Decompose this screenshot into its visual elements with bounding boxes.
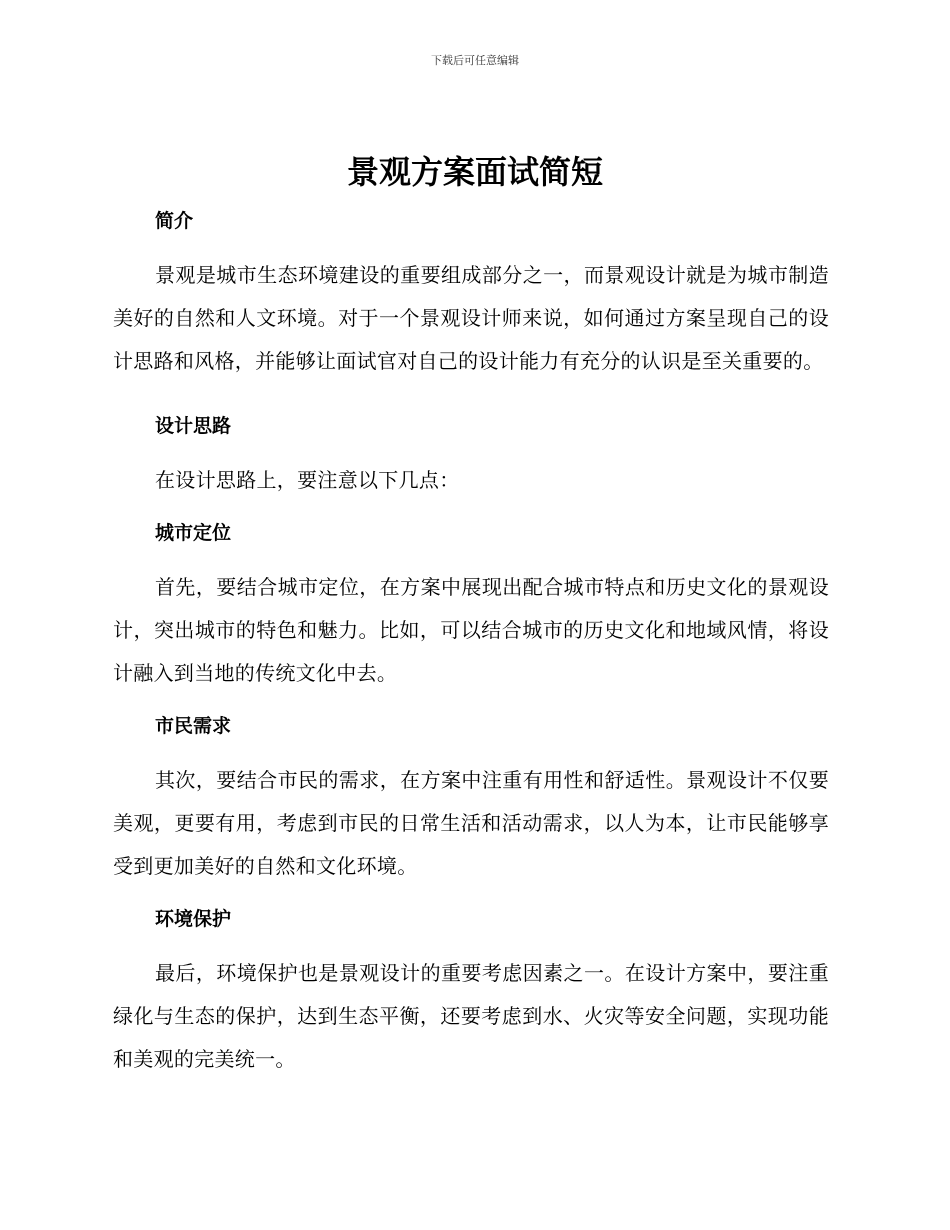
section-city-positioning <box>113 512 829 695</box>
section-heading: 简介 <box>155 210 194 232</box>
section-heading: 环境保护 <box>155 908 232 930</box>
document-title: 景观方案面试简短 <box>346 153 603 191</box>
section-heading: 城市定位 <box>155 522 232 544</box>
section-environmental-protection <box>113 898 829 1081</box>
section-paragraph: 首先，要结合城市定位，在方案中展现出配合城市特点和历史文化的景观设计，突出城市的特色和魅力。比如，可以结合城市的历史文化和地域风情，将设计融入到当地的传统文化中去。 <box>113 575 829 685</box>
section-paragraph: 在设计思路上，要注意以下几点： <box>155 468 460 492</box>
section-heading: 设计思路 <box>155 415 232 437</box>
section-heading: 市民需求 <box>155 715 232 737</box>
section-paragraph: 最后，环境保护也是景观设计的重要考虑因素之一。在设计方案中，要注重绿化与生态的保护，达到生态平衡，还要考虑到水、火灾等安全问题，实现功能和美观的完美统一。 <box>113 961 829 1071</box>
header-note: 下载后可任意编辑 <box>431 54 519 67</box>
section-intro <box>113 200 829 383</box>
section-paragraph: 景观是城市生态环境建设的重要组成部分之一，而景观设计就是为城市制造美好的自然和人文环境。对于一个景观设计师来说，如何通过方案呈现自己的设计思路和风格，并能够让面试官对自己的设计能力有充分的认识是至关重要的。 <box>113 263 829 373</box>
section-design-approach <box>113 405 829 502</box>
section-citizen-needs <box>113 705 829 888</box>
section-paragraph: 其次，要结合市民的需求，在方案中注重有用性和舒适性。景观设计不仅要美观，更要有用，考虑到市民的日常生活和活动需求，以人为本，让市民能够享受到更加美好的自然和文化环境。 <box>113 768 829 878</box>
document-body <box>113 200 829 1081</box>
